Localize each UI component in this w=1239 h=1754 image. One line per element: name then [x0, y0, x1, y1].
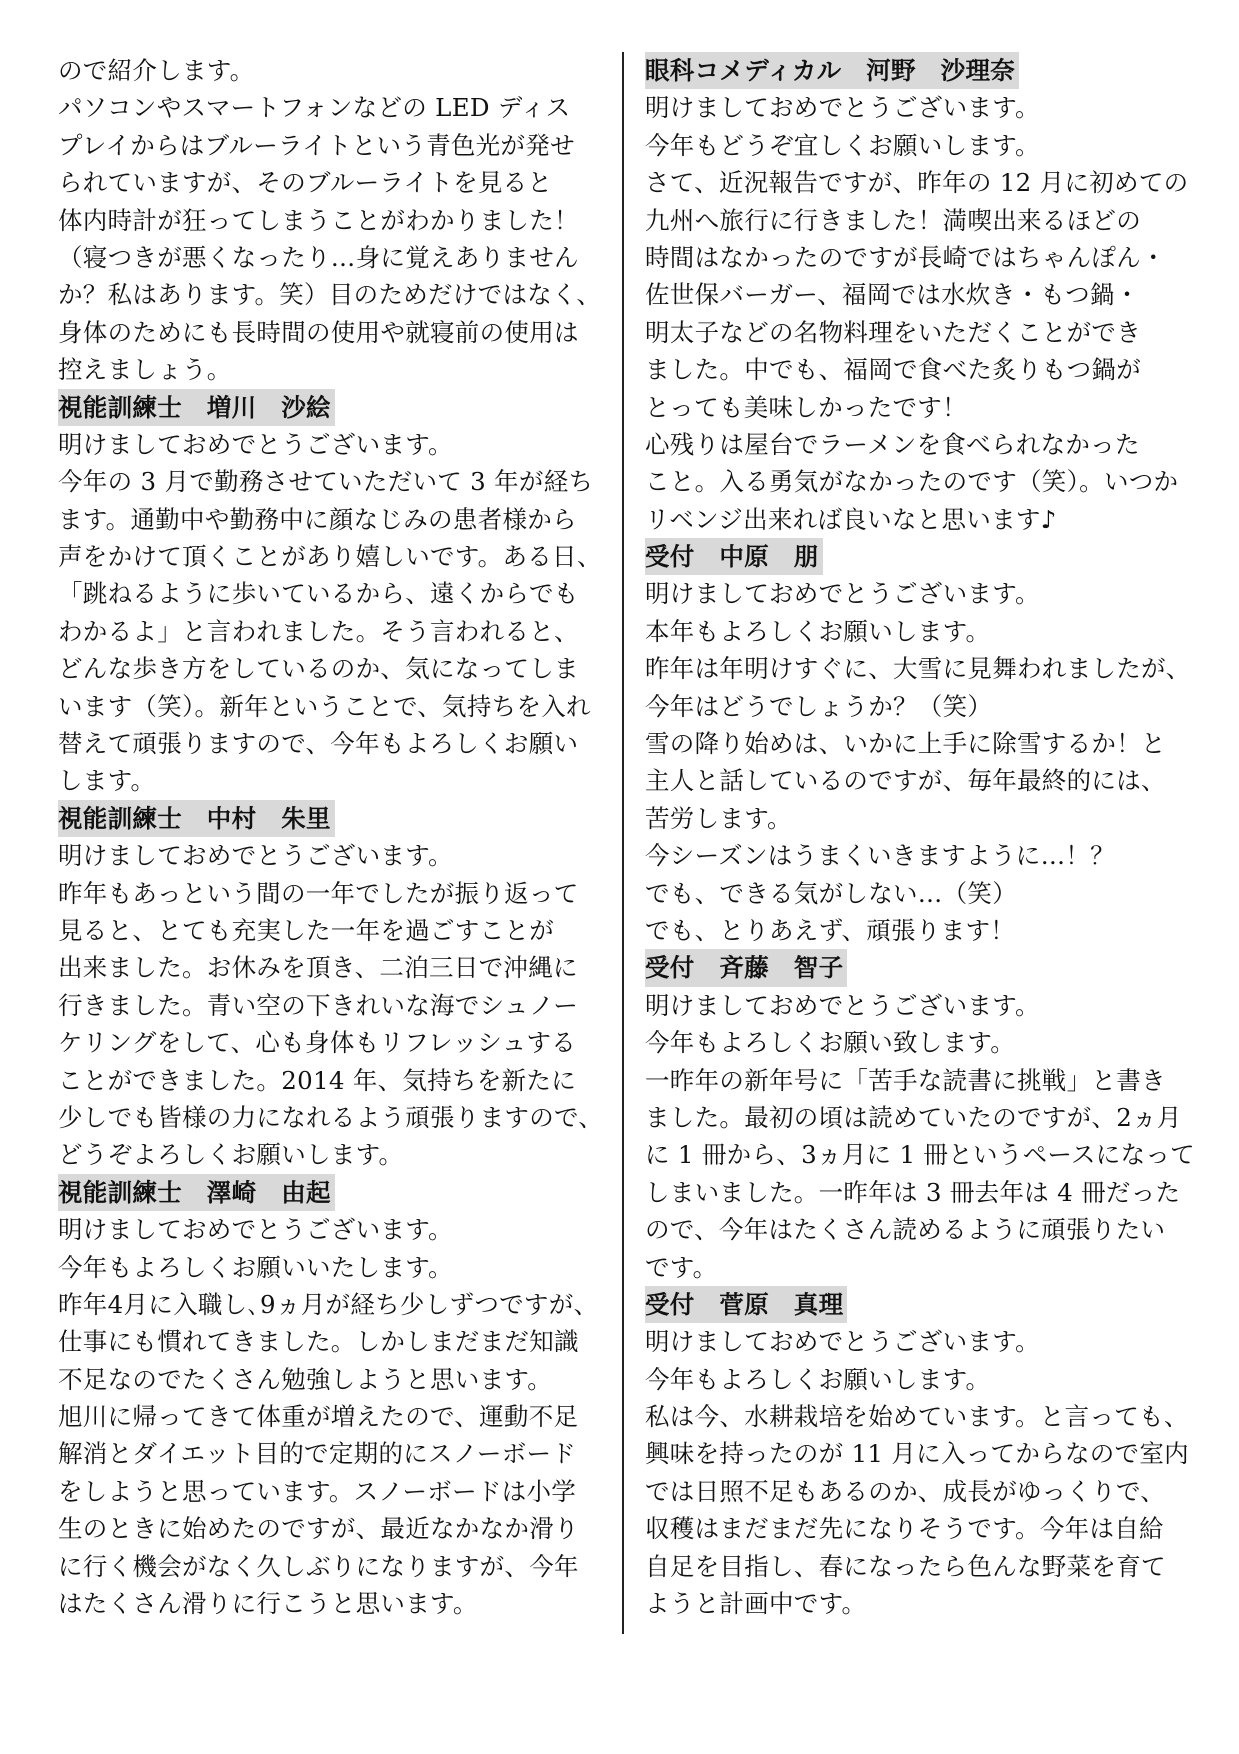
staff-name-heading: 受付 斉藤 智子 — [645, 949, 847, 986]
body-text-line: さて、近況報告ですが、昨年の 12 月に初めての — [645, 168, 1189, 198]
body-text-line: 「跳ねるように歩いているから、遠くからでも — [58, 579, 579, 609]
body-text-line: 声をかけて頂くことがあり嬉しいです。ある日、 — [58, 542, 602, 572]
section-heading-line — [645, 52, 1197, 89]
body-text-line: （寝つきが悪くなったり…身に覚えありません — [58, 242, 579, 272]
body-text-line: とっても美味しかったです！ — [645, 392, 967, 422]
body-text-line: 明けましておめでとうございます。 — [645, 990, 1040, 1020]
body-text-line: 昨年もあっという間の一年でしたが振り返って — [58, 878, 579, 908]
staff-name-heading: 眼科コメディカル 河野 沙理奈 — [645, 52, 1019, 89]
body-text-line: 行きました。青い空の下きれいな海でシュノー — [58, 990, 579, 1020]
body-text-line: 今年もよろしくお願い致します。 — [645, 1028, 1016, 1058]
body-text-line: でも、とりあえず、頑張ります！ — [645, 915, 1016, 945]
body-text-line: ケリングをして、心も身体もリフレッシュする — [58, 1028, 577, 1058]
body-text-line: をしようと思っています。スノーボードは小学 — [58, 1476, 577, 1506]
body-text-line: 明太子などの名物料理をいただくことができ — [645, 317, 1141, 347]
body-text-line: 見ると、とても充実した一年を過ごすことが — [58, 915, 554, 945]
body-text-line: はたくさん滑りに行こうと思います。 — [58, 1589, 478, 1619]
body-text-line: 解消とダイエット目的で定期的にスノーボード — [58, 1439, 577, 1469]
body-text-line: 私は今、水耕栽培を始めています。と言っても、 — [645, 1402, 1189, 1432]
body-text-line: しまいました。一昨年は 3 冊去年は 4 冊だった — [645, 1177, 1181, 1207]
section-heading-line — [645, 949, 1197, 986]
body-text-line: 不足なのでたくさん勉強しようと思います。 — [58, 1364, 553, 1394]
staff-name-heading: 受付 菅原 真理 — [645, 1286, 847, 1323]
body-text-line: 時間はなかったのですが長崎ではちゃんぽん・ — [645, 242, 1166, 272]
body-text-line: 控えましょう。 — [58, 355, 232, 385]
body-text-line: こと。入る勇気がなかったのです（笑）。いつか — [645, 467, 1179, 497]
section-heading-line — [58, 389, 610, 426]
body-text-line: 今年もよろしくお願いいたします。 — [58, 1252, 453, 1282]
body-text-line: 身体のためにも長時間の使用や就寝前の使用は — [58, 317, 579, 347]
body-text-line: 今年はどうでしょうか？（笑） — [645, 691, 993, 721]
body-text-line: 雪の降り始めは、いかに上手に除雪するか！と — [645, 729, 1166, 759]
body-text-line: ました。最初の頃は読めていたのですが、2ヵ月 — [645, 1102, 1182, 1132]
body-text-line: 主人と話しているのですが、毎年最終的には、 — [645, 766, 1166, 796]
body-text-line: 興味を持ったのが 11 月に入ってからなので室内 — [645, 1439, 1189, 1469]
body-text-line: 本年もよろしくお願いします。 — [645, 616, 991, 646]
body-text-line: られていますが、そのブルーライトを見ると — [58, 168, 553, 198]
body-text-line: ました。中でも、福岡で食べた炙りもつ鍋が — [645, 355, 1141, 385]
left-column — [58, 52, 610, 1622]
column-divider — [622, 52, 624, 1634]
body-text-line: どんな歩き方をしているのか、気になってしま — [58, 654, 579, 684]
body-text-line: 昨年は年明けすぐに、大雪に見舞われましたが、 — [645, 654, 1191, 684]
body-text-line: ことができました。2014 年、気持ちを新たに — [58, 1065, 577, 1095]
body-text-line: 替えて頑張りますので、今年もよろしくお願い — [58, 729, 579, 759]
body-text-line: 心残りは屋台でラーメンを食べられなかった — [645, 429, 1140, 459]
body-text-line: 明けましておめでとうございます。 — [58, 1215, 453, 1245]
staff-name-heading: 視能訓練士 澤崎 由起 — [58, 1174, 335, 1211]
body-text-line: 佐世保バーガー、福岡では水炊き・もつ鍋・ — [645, 280, 1140, 310]
body-text-line: 生のときに始めたのですが、最近なかなか滑り — [58, 1514, 579, 1544]
body-text-line: リベンジ出来れば良いなと思います♪ — [645, 504, 1057, 534]
body-text-line: わかるよ」と言われました。そう言われると、 — [58, 616, 579, 646]
body-text-line: 九州へ旅行に行きました！満喫出来るほどの — [645, 205, 1141, 235]
section-heading-line — [58, 800, 610, 837]
body-text-line: います（笑）。新年ということで、気持ちを入れ — [58, 691, 591, 721]
body-text-line: プレイからはブルーライトという青色光が発せ — [58, 130, 575, 160]
body-text-line: か？私はあります。笑）目のためだけではなく、 — [58, 280, 602, 310]
body-text-line: でも、できる気がしない…（笑） — [645, 878, 1017, 908]
body-text-line: 今年もよろしくお願いします。 — [645, 1364, 991, 1394]
staff-name-heading: 受付 中原 朋 — [645, 538, 823, 575]
body-text-line: では日照不足もあるのか、成長がゆっくりで、 — [645, 1476, 1166, 1506]
body-text-line: 明けましておめでとうございます。 — [645, 1327, 1040, 1357]
body-text-line: 少しでも皆様の力になれるよう頑張りますので、 — [58, 1102, 604, 1132]
body-text-line: 仕事にも慣れてきました。しかしまだまだ知識 — [58, 1327, 579, 1357]
body-text-line: 体内時計が狂ってしまうことがわかりました！ — [58, 205, 579, 235]
body-text-line: 今年の 3 月で勤務させていただいて 3 年が経ち — [58, 467, 594, 497]
section-heading-line — [58, 1174, 610, 1211]
body-text-line: ようと計画中です。 — [645, 1589, 867, 1619]
body-text-line: に 1 冊から、3ヵ月に 1 冊というペースになって — [645, 1140, 1195, 1170]
body-text-line: ので、今年はたくさん読めるように頑張りたい — [645, 1215, 1166, 1245]
body-text-line: 出来ました。お休みを頂き、二泊三日で沖縄に — [58, 953, 578, 983]
body-text-line: 今シーズンはうまくいきますように…！？ — [645, 841, 1115, 871]
staff-name-heading: 視能訓練士 増川 沙絵 — [58, 389, 335, 426]
body-text-line: パソコンやスマートフォンなどの LED ディス — [58, 93, 571, 123]
body-text-line: 一昨年の新年号に「苦手な読書に挑戦」と書き — [645, 1065, 1166, 1095]
body-text-line: 苦労します。 — [645, 803, 792, 833]
body-text-line: 収穫はまだまだ先になりそうです。今年は自給 — [645, 1514, 1164, 1544]
body-text-line: に行く機会がなく久しぶりになりますが、今年 — [58, 1551, 579, 1581]
right-column — [645, 52, 1197, 1622]
body-text-line: 明けましておめでとうございます。 — [58, 841, 453, 871]
body-text-line: です。 — [645, 1252, 718, 1282]
body-text-line: ます。通勤中や勤務中に顔なじみの患者様から — [58, 504, 577, 534]
section-heading-line — [645, 538, 1197, 575]
body-text-line: 旭川に帰ってきて体重が増えたので、運動不足 — [58, 1402, 579, 1432]
body-text-line: ので紹介します。 — [58, 56, 255, 85]
body-text-line: 明けましておめでとうございます。 — [58, 429, 453, 459]
body-text-line: 明けましておめでとうございます。 — [645, 93, 1040, 123]
body-text-line: 昨年4月に入職し､9ヵ月が経ち少しずつですが、 — [58, 1289, 599, 1319]
body-text-line: します。 — [58, 766, 156, 796]
body-text-line: 明けましておめでとうございます。 — [645, 579, 1040, 609]
section-heading-line — [645, 1286, 1197, 1323]
body-text-line: 今年もどうぞ宜しくお願いします。 — [645, 130, 1040, 160]
body-text-line: 自足を目指し、春になったら色んな野菜を育て — [645, 1551, 1166, 1581]
staff-name-heading: 視能訓練士 中村 朱里 — [58, 800, 335, 837]
body-text-line: どうぞよろしくお願いします。 — [58, 1140, 404, 1170]
